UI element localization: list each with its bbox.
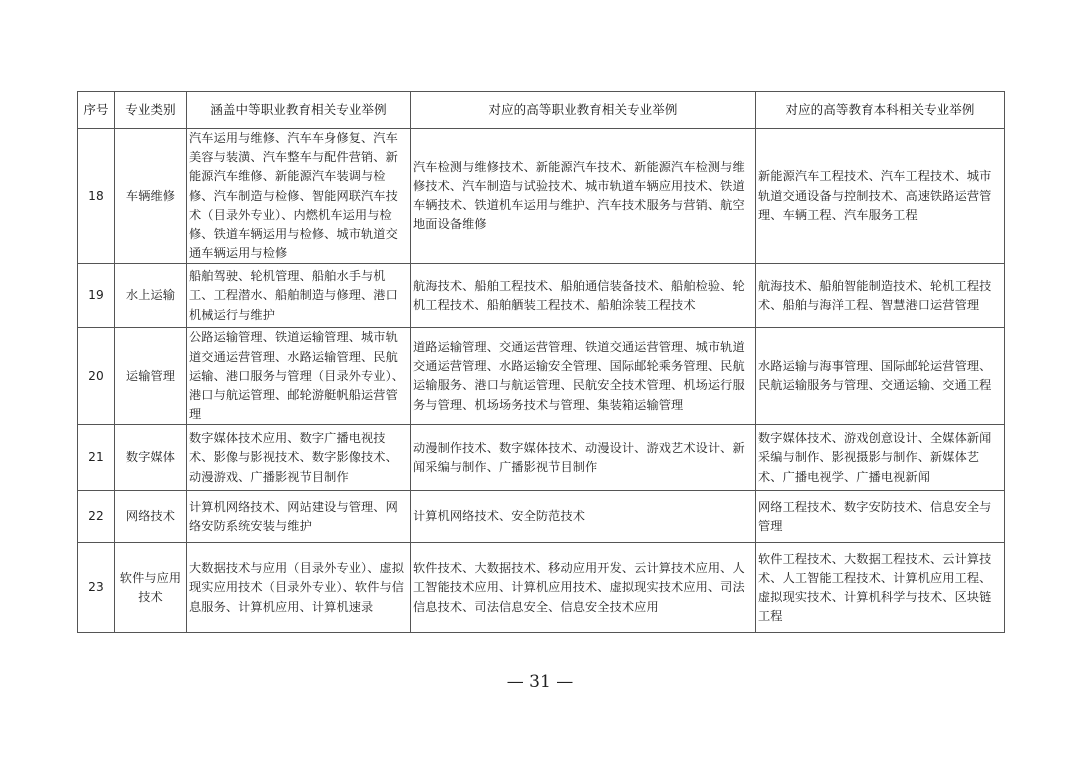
table-row — [78, 543, 1005, 633]
row-category: 数字媒体 — [115, 425, 187, 491]
header-secondary-vocational: 涵盖中等职业教育相关专业举例 — [187, 92, 411, 129]
row-higher-vocational-majors: 软件技术、大数据技术、移动应用开发、云计算技术应用、人工智能技术应用、计算机应用技术、虚拟现实技术应用、司法信息技术、司法信息安全、信息安全技术应用 — [411, 543, 756, 633]
page-number: — 31 — — [506, 672, 574, 692]
row-number: 18 — [78, 129, 115, 264]
row-category: 车辆维修 — [115, 129, 187, 264]
table-header-row — [78, 92, 1005, 129]
row-secondary-majors: 船舶驾驶、轮机管理、船舶水手与机工、工程潜水、船舶制造与修理、港口机械运行与维护 — [187, 264, 411, 328]
row-higher-vocational-majors: 汽车检测与维修技术、新能源汽车技术、新能源汽车检测与维修技术、汽车制造与试验技术、城市轨道车辆应用技术、铁道车辆技术、铁道机车运用与维护、汽车技术服务与营销、航空地面设备维修 — [411, 129, 756, 264]
row-category: 运输管理 — [115, 328, 187, 425]
row-higher-vocational-majors: 计算机网络技术、安全防范技术 — [411, 491, 756, 543]
row-number: 22 — [78, 491, 115, 543]
row-category: 网络技术 — [115, 491, 187, 543]
row-higher-vocational-majors: 道路运输管理、交通运营管理、铁道交通运营管理、城市轨道交通运营管理、水路运输安全管理、国际邮轮乘务管理、民航运输服务、港口与航运管理、民航安全技术管理、机场运行服务与管理、机场场务技术与管理、集装箱运输管理 — [411, 328, 756, 425]
row-secondary-majors: 数字媒体技术应用、数字广播电视技术、影像与影视技术、数字影像技术、动漫游戏、广播影视节目制作 — [187, 425, 411, 491]
row-secondary-majors: 汽车运用与维修、汽车车身修复、汽车美容与装潢、汽车整车与配件营销、新能源汽车维修、新能源汽车装调与检修、汽车制造与检修、智能网联汽车技术（目录外专业）、内燃机车运用与检修、铁道车辆运用与检修、城市轨道交通车辆运用与检修 — [187, 129, 411, 264]
table-row — [78, 425, 1005, 491]
header-serial-number: 序号 — [78, 92, 115, 129]
row-undergraduate-majors: 数字媒体技术、游戏创意设计、全媒体新闻采编与制作、影视摄影与制作、新媒体艺术、广播电视学、广播电视新闻 — [756, 425, 1005, 491]
row-number: 20 — [78, 328, 115, 425]
row-higher-vocational-majors: 航海技术、船舶工程技术、船舶通信装备技术、船舶检验、轮机工程技术、船舶舾装工程技术、船舶涂装工程技术 — [411, 264, 756, 328]
row-secondary-majors: 计算机网络技术、网站建设与管理、网络安防系统安装与维护 — [187, 491, 411, 543]
row-category: 水上运输 — [115, 264, 187, 328]
row-secondary-majors: 公路运输管理、铁道运输管理、城市轨道交通运营管理、水路运输管理、民航运输、港口服务与管理（目录外专业）、港口与航运管理、邮轮游艇帆船运营管理 — [187, 328, 411, 425]
row-number: 19 — [78, 264, 115, 328]
row-category: 软件与应用技术 — [115, 543, 187, 633]
header-higher-vocational: 对应的高等职业教育相关专业举例 — [411, 92, 756, 129]
major-correspondence-table — [77, 91, 1005, 633]
row-undergraduate-majors: 软件工程技术、大数据工程技术、云计算技术、人工智能工程技术、计算机应用工程、虚拟现实技术、计算机科学与技术、区块链工程 — [756, 543, 1005, 633]
row-undergraduate-majors: 新能源汽车工程技术、汽车工程技术、城市轨道交通设备与控制技术、高速铁路运营管理、车辆工程、汽车服务工程 — [756, 129, 1005, 264]
row-higher-vocational-majors: 动漫制作技术、数字媒体技术、动漫设计、游戏艺术设计、新闻采编与制作、广播影视节目制作 — [411, 425, 756, 491]
row-undergraduate-majors: 网络工程技术、数字安防技术、信息安全与管理 — [756, 491, 1005, 543]
table-row — [78, 491, 1005, 543]
header-category: 专业类别 — [115, 92, 187, 129]
header-undergraduate: 对应的高等教育本科相关专业举例 — [756, 92, 1005, 129]
table-row — [78, 264, 1005, 328]
row-undergraduate-majors: 水路运输与海事管理、国际邮轮运营管理、民航运输服务与管理、交通运输、交通工程 — [756, 328, 1005, 425]
table-row — [78, 129, 1005, 264]
row-secondary-majors: 大数据技术与应用（目录外专业）、虚拟现实应用技术（目录外专业）、软件与信息服务、计算机应用、计算机速录 — [187, 543, 411, 633]
table-row — [78, 328, 1005, 425]
row-number: 21 — [78, 425, 115, 491]
row-number: 23 — [78, 543, 115, 633]
row-undergraduate-majors: 航海技术、船舶智能制造技术、轮机工程技术、船舶与海洋工程、智慧港口运营管理 — [756, 264, 1005, 328]
